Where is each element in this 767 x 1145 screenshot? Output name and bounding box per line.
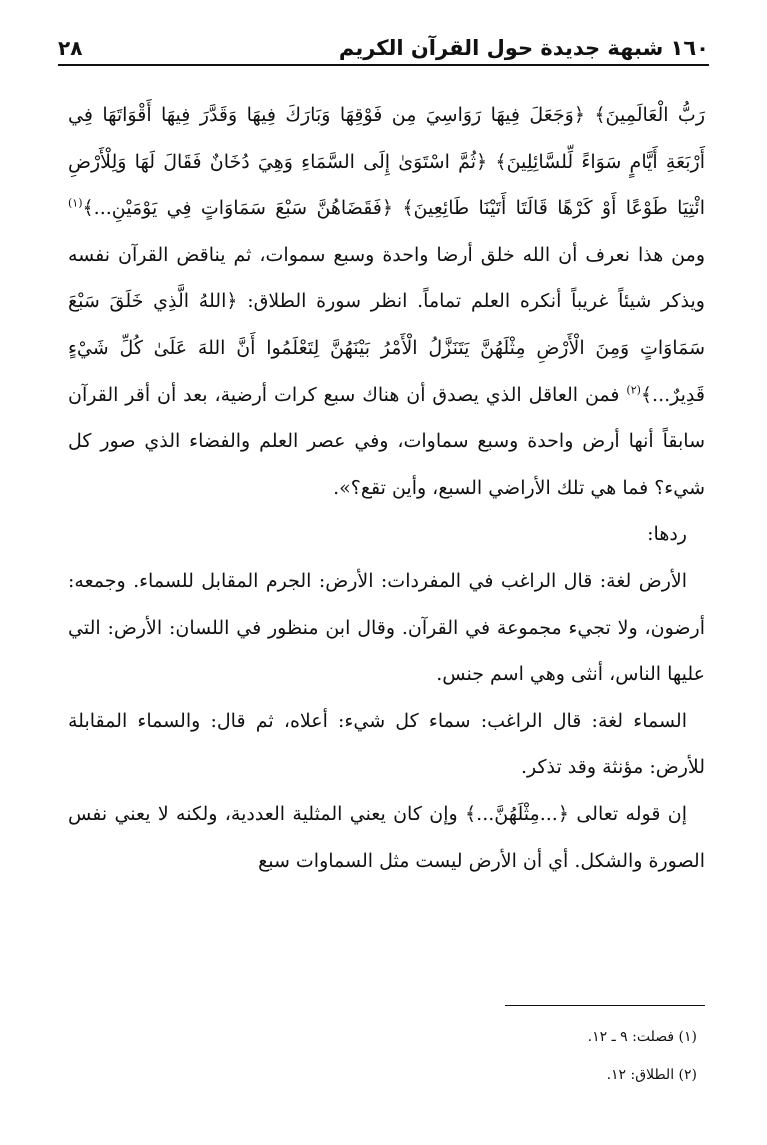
page-header [58,24,709,66]
argument-text: وإن كان يعني المثلية العددية، ولكنه لا يعني نفس الصورة والشكل. أي أن الأرض ليست مثل السماوات سبع [68,802,705,872]
objection-text: فمن العاقل الذي يصدق أن هناك سبع كرات أرضية، بعد أن أقر القرآن سابقاً أنها أرض واحدة وسبع سماوات، وفي عصر العلم والفضاء الذي صور كل شيء؟ فما هي تلك الأراضي السبع، وأين تقع؟». [68,383,705,499]
open-bracket: ﴿ [381,197,394,220]
footnote-2: (٢) الطلاق: ١٢. [606,1067,697,1083]
paragraph-reply-heading: ردها: [647,523,687,546]
quran-verse: رَبُّ الْعَالَمِينَ [605,104,705,126]
close-bracket: ﴾ [402,197,414,220]
paragraph-sky-definition: السماء لغة: قال الراغب: سماء كل شيء: أعلاه، ثم قال: والسماء المقابلة للأرض: مؤنثة وقد تذكر. [68,709,705,779]
quran-verse: ثُمَّ اسْتَوَىٰ إِلَى السَّمَاءِ وَهِيَ دُخَانٌ فَقَالَ لَهَا وَلِلْأَرْضِ ائْتِيَا طَوْعًا أَوْ كَرْهًا قَالَتَا أَتَيْنَا طَائِعِينَ [68,150,705,220]
open-bracket: ﴿ [476,150,488,173]
close-bracket: ﴾ [465,802,477,825]
footnotes [68,1018,697,1094]
footnote-divider [505,1005,705,1006]
close-bracket: ﴾ [640,383,653,406]
footnote-ref-1: (١) [68,196,83,210]
main-text [68,92,705,884]
spacer [585,104,594,126]
spacer [393,197,402,219]
running-title: ١٦٠ شبهة جديدة حول القرآن الكريم [338,36,709,60]
quran-verse: اللهُ الَّذِي خَلَقَ سَبْعَ سَمَاوَاتٍ وَمِنَ الْأَرْضِ مِثْلَهُنَّ يَتَنَزَّلُ الْأَمْرُ بَيْنَهُنَّ لِتَعْلَمُوا أَنَّ اللهَ عَلَىٰ كُلِّ شَيْءٍ قَدِيرٌ... [68,290,705,406]
footnote-ref-2: (٢) [626,383,641,397]
quran-verse: وَجَعَلَ فِيهَا رَوَاسِيَ مِن فَوْقِهَا وَبَارَكَ فِيهَا وَقَدَّرَ فِيهَا أَقْوَاتَهَا فِي أَرْبَعَةِ أَيَّامٍ سَوَاءً لِّلسَّائِلِينَ [68,104,705,173]
quran-verse: فَقَضَاهُنَّ سَبْعَ سَمَاوَاتٍ فِي يَوْمَيْنِ... [93,197,382,220]
footnote-1: (١) فصلت: ٩ ـ ١٢. [587,1029,697,1045]
open-bracket: ﴿ [573,104,585,126]
close-bracket: ﴾ [594,104,606,126]
paragraph-argument [68,791,705,884]
close-bracket: ﴾ [495,150,507,173]
paragraph-objection [68,92,705,511]
open-bracket: ﴿ [226,290,238,313]
page-number: ٢٨ [58,36,83,60]
paragraph-earth-definition: الأرض لغة: قال الراغب في المفردات: الأرض: الجرم المقابل للسماء. وجمعه: أرضون، ولا تجيء مجموعة في القرآن. وقال ابن منظور في اللسان: الأرض: التي عليها الناس، أنثى وهي اسم جنس. [68,569,705,686]
close-bracket: ﴾ [82,197,94,220]
objection-text: ومن هذا نعرف أن الله خلق أرضا واحدة وسبع سموات، ثم يناقض القرآن نفسه ويذكر شيئاً غريباً أنكره العلم تماماً. انظر سورة الطلاق: [68,243,705,313]
quran-verse: ...مِثْلَهُنَّ... [476,802,558,825]
open-bracket: ﴿ [557,802,569,825]
argument-text: إن قوله تعالى [568,802,687,825]
